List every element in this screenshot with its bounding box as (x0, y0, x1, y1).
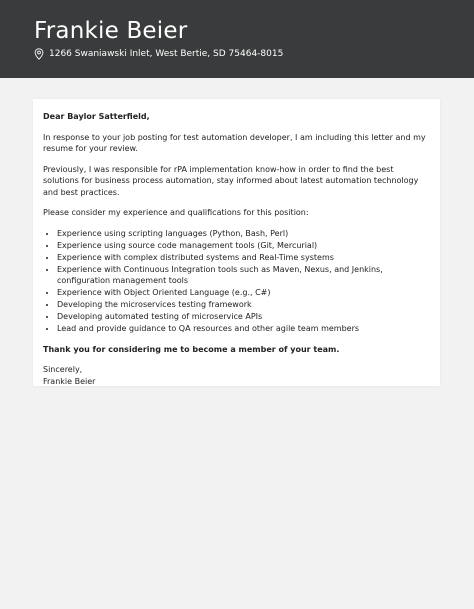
list-item: • Experience using source code management tools (Git, Mercurial) (57, 240, 430, 252)
salutation: Dear Baylor Satterfield, (43, 112, 150, 121)
resume-header (0, 0, 474, 78)
paragraph-qualifications-intro: Please consider my experience and qualifications for this position: (43, 208, 309, 217)
list-item: • Experience with complex distributed systems and Real-Time systems (57, 252, 430, 264)
location-pin-icon (34, 48, 44, 60)
qualifications-list (43, 228, 430, 335)
list-item: • Developing the microservices testing framework (57, 299, 430, 311)
list-item: • Developing automated testing of microservice APIs (57, 311, 430, 323)
list-item: • Experience with Continuous Integration tools such as Maven, Nexus, and Jenkins, configuration management tools (57, 264, 430, 287)
paragraph-experience: Previously, I was responsible for rPA implementation know-how in order to find the best solutions for business process automation, stay informed about latest automation technology and best practices. (43, 164, 419, 197)
address-line (34, 47, 283, 61)
address-text: 1266 Swaniawski Inlet, West Bertie, SD 75464-8015 (49, 49, 284, 59)
sign-off: Sincerely, (43, 365, 83, 374)
paragraph-intro: In response to your job posting for test automation developer, I am including this letter and my resume for your review. (43, 132, 426, 153)
list-item: • Lead and provide guidance to QA resources and other agile team members (57, 323, 430, 335)
applicant-name: Frankie Beier (34, 18, 188, 44)
signature-name: Frankie Beier (43, 376, 96, 386)
cover-letter-card (33, 99, 440, 386)
list-item: • Experience with Object Oriented Language (e.g., C#) (57, 287, 430, 299)
closing-statement: Thank you for considering me to become a member of your team. (43, 344, 340, 354)
list-item: • Experience using scripting languages (Python, Bash, Perl) (57, 228, 430, 240)
